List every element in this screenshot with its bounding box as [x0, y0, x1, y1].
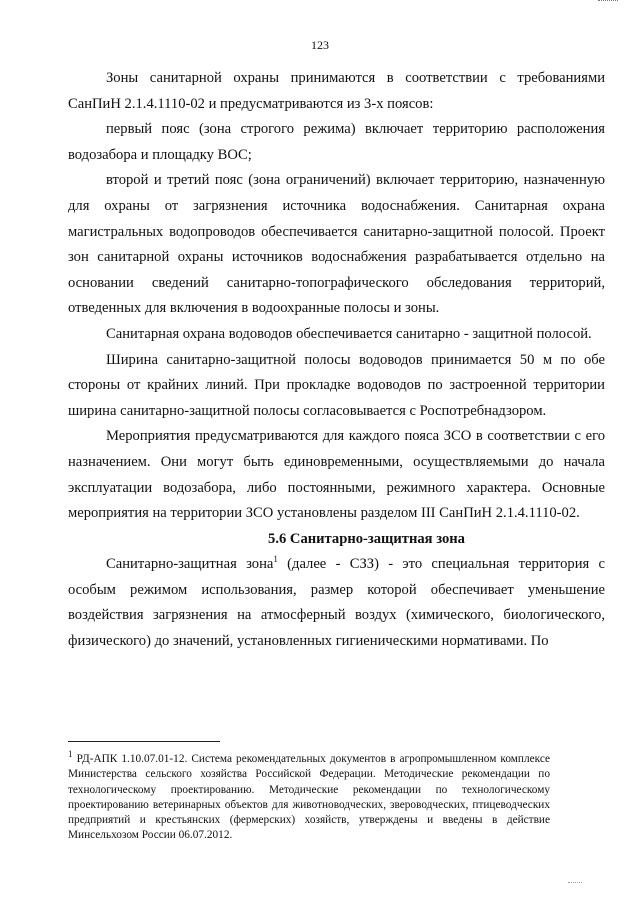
- paragraph-first-belt: первый пояс (зона строгого режима) включает территорию расположения водозабора и площадку ВОС;: [68, 121, 605, 163]
- footnote-text: РД-АПК 1.10.07.01-12. Система рекомендательных документов в агропромышленном комплексе Министерства сельского хозяйства Российской Федерации. Методические рекомендации по технологическому проектированию. Методические рекомендации по технологическому проектированию ветеринарных объектов для животноводческих, звероводческих, птицеводческих предприятий и крестьянских (фермерских) хозяйств, утверждены и введены в действие Минсельхозом России 06.07.2012.: [68, 753, 550, 842]
- paragraph-measures: Мероприятия предусматриваются для каждого пояса ЗСО в соответствии с его назначением. Они могут быть единовременными, осуществляемыми до начала эксплуатации водозабора, либо постоянными, режимного характера. Основные мероприятия на территории ЗСО установлены разделом III СанПиН 2.1.4.1110-02.: [68, 428, 605, 522]
- footnote-separator: [68, 741, 220, 742]
- footnote-reference: 1: [273, 554, 278, 565]
- paragraph-zones-intro: Зоны санитарной охраны принимаются в соответствии с требованиями СанПиН 2.1.4.1110-02 и предусматриваются из 3-х поясов:: [68, 70, 605, 112]
- page-number: 123: [311, 38, 329, 52]
- section-heading: 5.6 Санитарно-защитная зона: [268, 530, 465, 547]
- paragraph-pipeline-protection: Санитарная охрана водоводов обеспечивается санитарно - защитной полосой.: [106, 325, 592, 342]
- scan-corner-mark: [598, 0, 618, 4]
- page-body: [68, 66, 605, 655]
- paragraph-strip-width: Ширина санитарно-защитной полосы водоводов принимается 50 м по обе стороны от крайних линий. При прокладке водоводов по застроенной территории ширина санитарно-защитной полосы согласовывается с Роспотребнадзором.: [68, 351, 605, 419]
- footnote: [68, 749, 550, 844]
- paragraph-szz-definition: [68, 552, 605, 654]
- scan-bottom-mark: [568, 882, 582, 885]
- footnote-marker: 1: [68, 749, 73, 760]
- szz-term: Санитарно-защитная зона: [106, 556, 274, 573]
- szz-definition-text: (далее - СЗЗ) - это специальная территория с особым режимом использования, размер которой обеспечивает уменьшение воздействия загрязнения на атмосферный воздух (химического, биологического, физического) до значений, установленных гигиеническими нормативами. По: [68, 556, 605, 650]
- paragraph-second-third-belt: второй и третий пояс (зона ограничений) включает территорию, назначенную для охраны от загрязнения источника водоснабжения. Санитарная охрана магистральных водопроводов обеспечивается санитарно-защитной полосой. Проект зон санитарной охраны источников водоснабжения разрабатывается отдельно на основании сведений санитарно-топографического обследования территорий, отведенных для включения в водоохранные полосы и зоны.: [68, 172, 605, 317]
